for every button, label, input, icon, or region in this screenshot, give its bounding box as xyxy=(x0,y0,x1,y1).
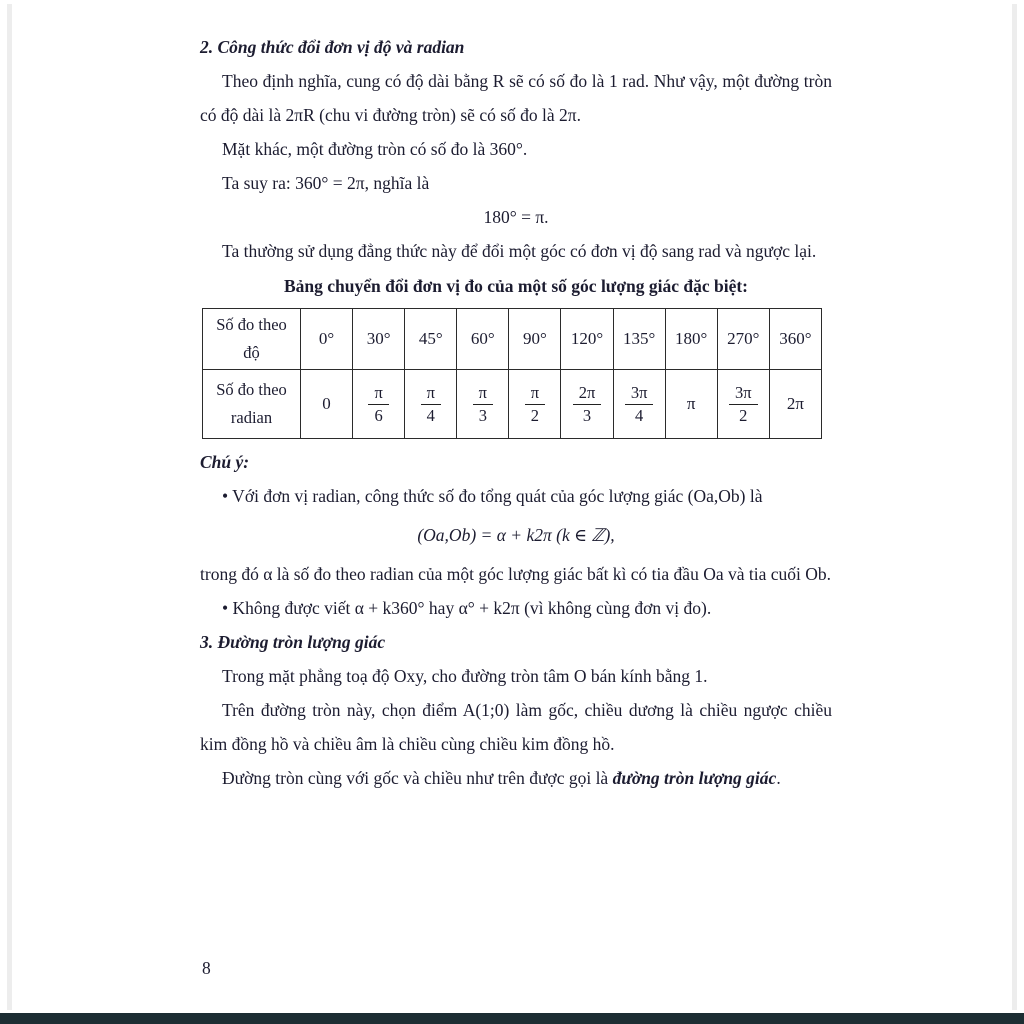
note-bullet-1: • Với đơn vị radian, công thức số đo tổng quát của góc lượng giác (Oa,Ob) là xyxy=(222,486,763,506)
degree-cell-0: 0° xyxy=(301,309,353,370)
fraction-denominator: 3 xyxy=(478,405,487,425)
paragraph-text: . xyxy=(776,768,781,788)
row-label-radians-line1: Số đo theo xyxy=(216,379,287,399)
fraction-numerator: 3π xyxy=(625,383,654,405)
fraction-denominator: 3 xyxy=(582,405,592,425)
section-3-paragraph-3 xyxy=(200,761,832,795)
angle-conversion-table xyxy=(202,308,822,439)
fraction-denominator: 6 xyxy=(374,405,383,425)
conversion-table-title: Bảng chuyển đổi đơn vị đo của một số góc lượng giác đặc biệt: xyxy=(283,276,749,296)
radian-cell-8 xyxy=(717,370,769,439)
fraction xyxy=(421,383,441,426)
fraction-denominator: 4 xyxy=(426,405,435,425)
section-3-paragraph-2: Trên đường tròn này, chọn điểm A(1;0) làm gốc, chiều dương là chiều ngược chiều kim đồng hồ và chiều âm là chiều cùng chiều kim đồng hồ. xyxy=(200,700,832,754)
note-heading: Chú ý: xyxy=(200,452,250,472)
fraction-numerator: π xyxy=(473,383,493,405)
degree-cell-1: 30° xyxy=(353,309,405,370)
degree-cell-9: 360° xyxy=(769,309,821,370)
section-2-heading: 2. Công thức đổi đơn vị độ và radian xyxy=(200,37,465,57)
section-3-heading: 3. Đường tròn lượng giác xyxy=(200,632,386,652)
radian-cell-5 xyxy=(561,370,613,439)
row-label-degrees-line2: độ xyxy=(243,343,260,362)
table-row-degrees xyxy=(203,309,822,370)
fraction-numerator: π xyxy=(368,383,388,405)
degree-cell-2: 45° xyxy=(405,309,457,370)
section-2-paragraph-4: Ta thường sử dụng đẳng thức này để đổi một góc có đơn vị độ sang rad và ngược lại. xyxy=(222,241,817,261)
paragraph-text: Đường tròn cùng với gốc và chiều như trên được gọi là xyxy=(222,768,613,788)
fraction-numerator: 2π xyxy=(573,383,602,405)
page-number: 8 xyxy=(202,958,211,978)
fraction-denominator: 2 xyxy=(739,405,748,425)
radian-cell-1 xyxy=(353,370,405,439)
note-bullet-1-continued: trong đó α là số đo theo radian của một góc lượng giác bất kì có tia đầu Oa và tia cuối Ob. xyxy=(200,564,831,584)
section-2-paragraph-2: Mặt khác, một đường tròn có số đo là 360°. xyxy=(222,139,528,159)
fraction xyxy=(573,383,602,426)
equation-general-angle: (Oa,Ob) = α + k2π (k ∈ ℤ), xyxy=(417,525,615,545)
fraction-numerator: π xyxy=(525,383,545,405)
section-2-paragraph-3: Ta suy ra: 360° = 2π, nghĩa là xyxy=(222,173,430,193)
fraction-numerator: π xyxy=(421,383,441,405)
scan-edge-right xyxy=(1012,4,1017,1010)
radian-cell-3 xyxy=(457,370,509,439)
fraction xyxy=(625,383,654,426)
section-2-paragraph-1: Theo định nghĩa, cung có độ dài bằng R sẽ có số đo là 1 rad. Như vậy, một đường tròn có độ dài là 2πR (chu vi đường tròn) sẽ có số đo là 2π. xyxy=(200,71,832,125)
page-content xyxy=(200,30,832,795)
emphasized-term: đường tròn lượng giác xyxy=(612,768,777,788)
row-label-degrees-line1: Số đo theo xyxy=(216,314,287,334)
radian-value: 0 xyxy=(322,394,331,413)
fraction xyxy=(525,383,545,426)
degree-cell-4: 90° xyxy=(509,309,561,370)
fraction-numerator: 3π xyxy=(729,383,758,405)
radian-value: π xyxy=(686,394,696,413)
fraction xyxy=(729,383,758,426)
degree-cell-3: 60° xyxy=(457,309,509,370)
fraction xyxy=(368,383,388,426)
radian-cell-9 xyxy=(769,370,821,439)
row-label-radians xyxy=(203,370,301,439)
scan-edge-left xyxy=(7,4,12,1010)
note-bullet-2: • Không được viết α + k360° hay α° + k2π (vì không cùng đơn vị đo). xyxy=(222,598,712,618)
section-3-paragraph-1: Trong mặt phẳng toạ độ Oxy, cho đường tròn tâm O bán kính bằng 1. xyxy=(222,666,708,686)
radian-cell-2 xyxy=(405,370,457,439)
radian-cell-6 xyxy=(613,370,665,439)
table-row-radians xyxy=(203,370,822,439)
fraction xyxy=(473,383,493,426)
degree-cell-8: 270° xyxy=(717,309,769,370)
scan-bottom-bar xyxy=(0,1013,1024,1024)
radian-cell-7 xyxy=(665,370,717,439)
equation-180-equals-pi: 180° = π. xyxy=(483,207,549,227)
degree-cell-7: 180° xyxy=(665,309,717,370)
degree-cell-5: 120° xyxy=(561,309,613,370)
degree-cell-6: 135° xyxy=(613,309,665,370)
fraction-denominator: 2 xyxy=(530,405,540,425)
fraction-denominator: 4 xyxy=(634,405,644,425)
row-label-degrees xyxy=(203,309,301,370)
radian-value: 2π xyxy=(786,394,804,413)
radian-cell-4 xyxy=(509,370,561,439)
row-label-radians-line2: radian xyxy=(230,408,273,427)
radian-cell-0 xyxy=(301,370,353,439)
